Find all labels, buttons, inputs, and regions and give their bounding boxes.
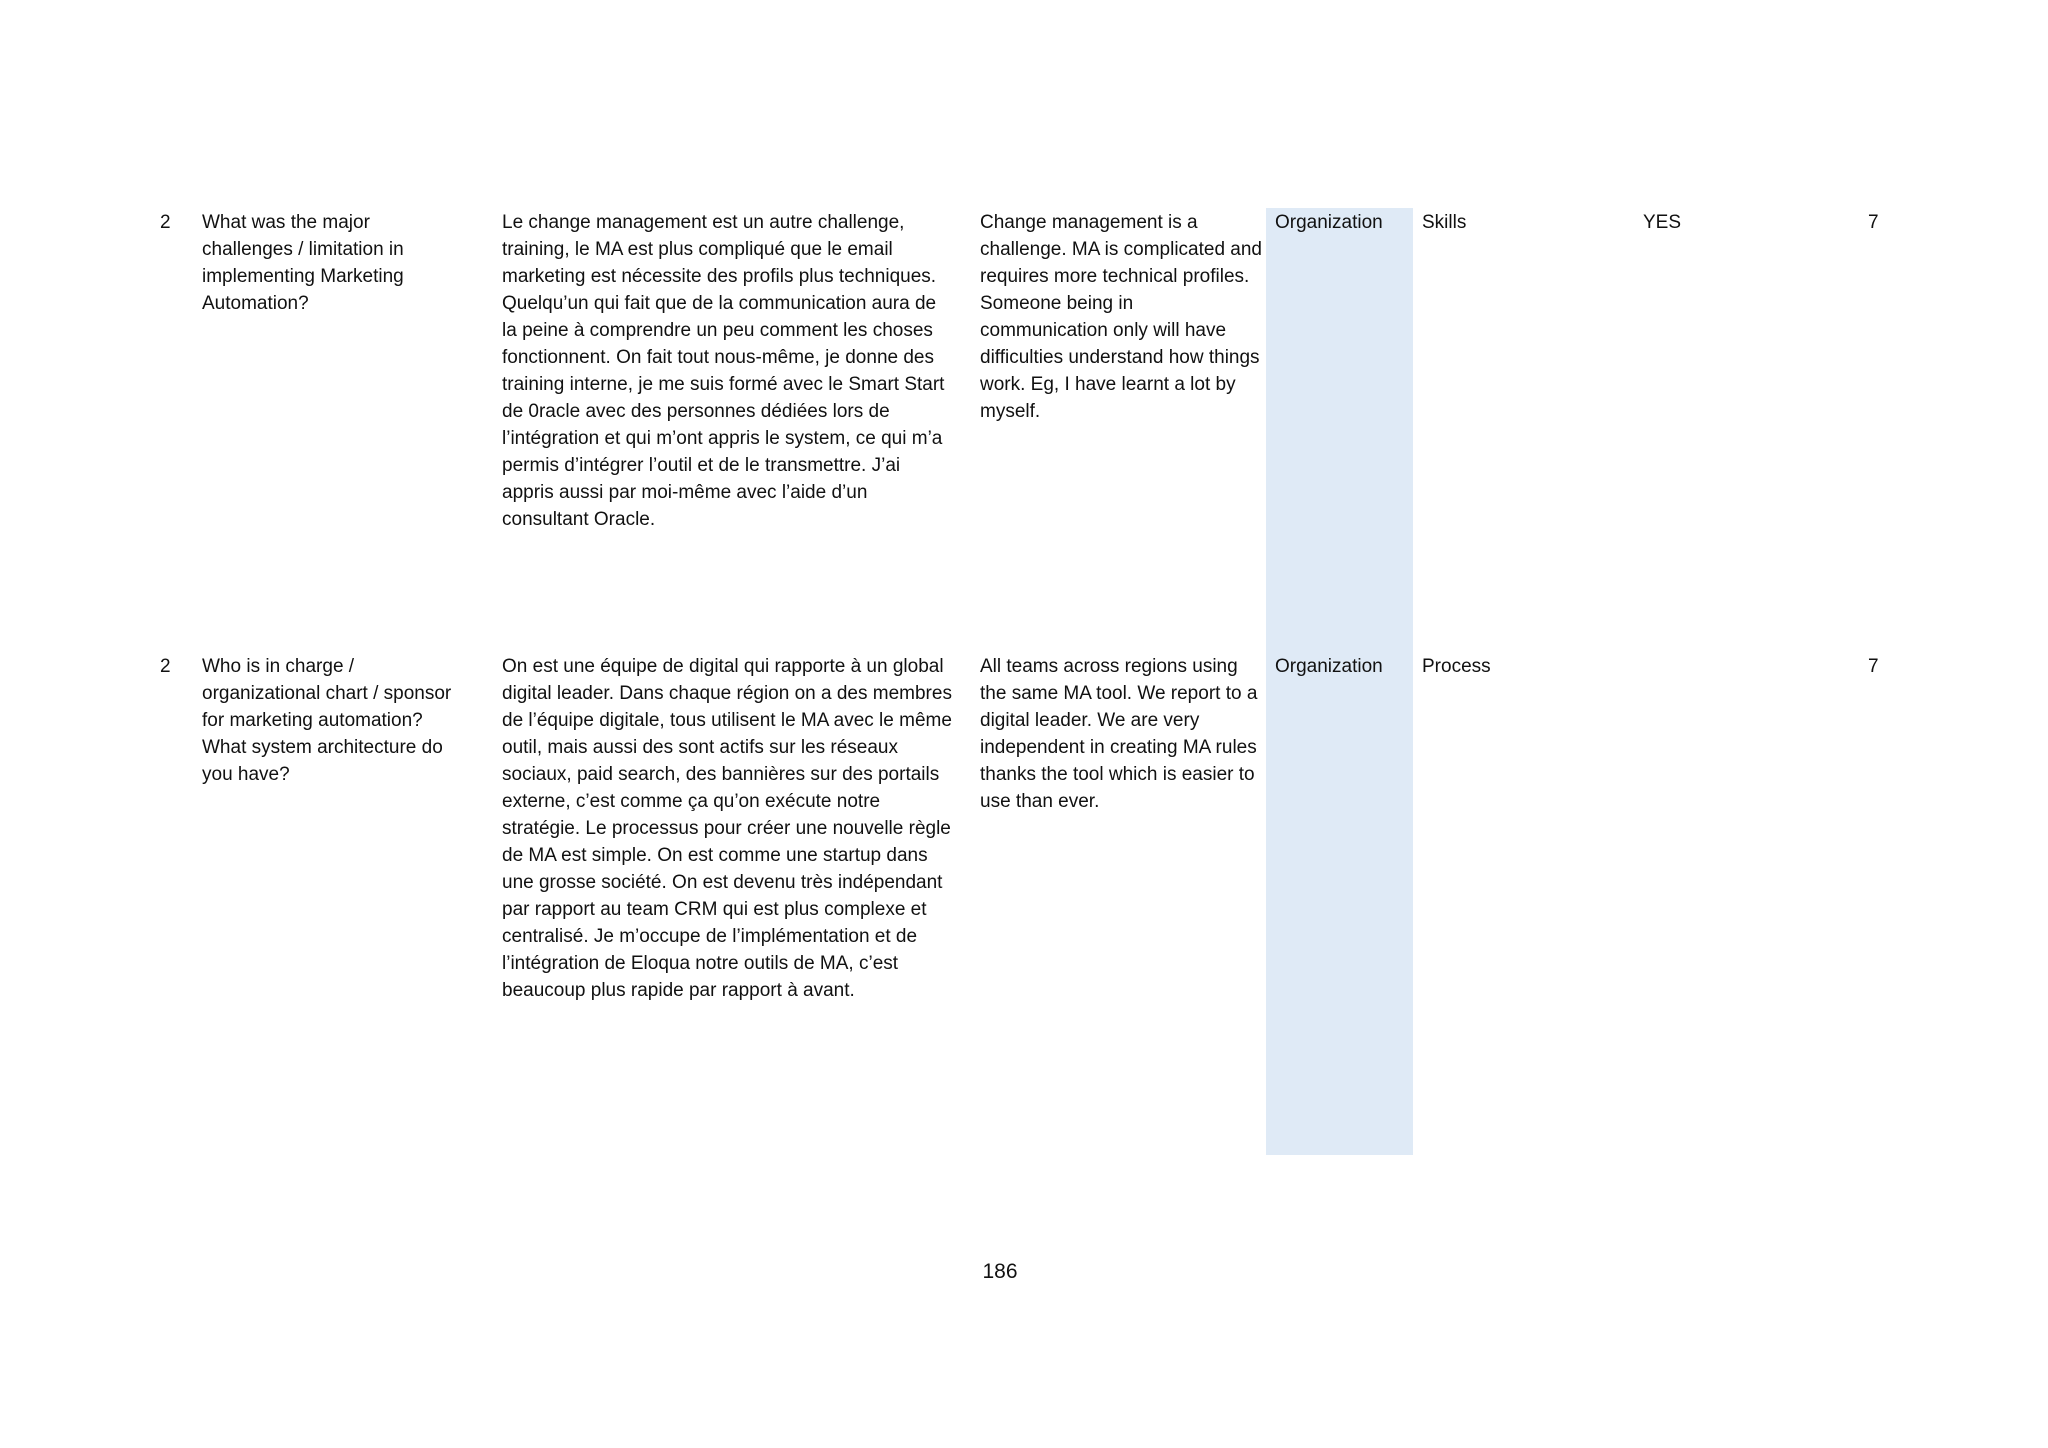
- question-text: What was the major challenges / limitation in implementing Marketing Automation?: [202, 212, 404, 314]
- question-text: Who is in charge / organizational chart / sponsor for marketing automation? What system architecture do you have?: [202, 656, 452, 785]
- score-value: 7: [1868, 656, 1879, 677]
- page-number: 186: [982, 1260, 1018, 1283]
- subcategory-label: Process: [1422, 656, 1491, 677]
- answer-french: Le change management est un autre challenge, training, le MA est plus compliqué que le email marketing est nécessite des profils plus techniques. Quelqu’un qui fait que de la communication aura de la peine à comprendre un peu comment les choses fonctionnent. On fait tout nous-même, je donne des training interne, je me suis formé avec le Smart Start de 0racle avec des personnes dédiées lors de l’intégration et qui m’ont appris le system, ce qui m’a permis d’intégrer l’outil et de le transmettre. J’ai appris aussi par moi-même avec l’aide d’un consultant Oracle.: [502, 212, 945, 530]
- flag-value: YES: [1643, 212, 1682, 233]
- answer-english: Change management is a challenge. MA is complicated and requires more technical profiles. Someone being in communication only will have difficulties understand how things work. Eg, I have learnt a lot by myself.: [980, 212, 1262, 422]
- row-number: 2: [160, 656, 171, 677]
- answer-english: All teams across regions using the same MA tool. We report to a digital leader. We are very independent in creating MA rules thanks the tool which is easier to use than ever.: [980, 656, 1258, 812]
- answer-french: On est une équipe de digital qui rapporte à un global digital leader. Dans chaque région on a des membres de l’équipe digitale, tous utilisent le MA avec le même outil, mais aussi des sont actifs sur les réseaux sociaux, paid search, des bannières sur des portails externe, c’est comme ça qu’on exécute notre stratégie. Le processus pour créer une nouvelle règle de MA est simple. On est comme une startup dans une grosse société. On est devenu très indépendant par rapport au team CRM qui est plus complexe et centralisé. Je m’occupe de l’implémentation et de l’intégration de Eloqua notre outils de MA, c’est beaucoup plus rapide par rapport à avant.: [502, 656, 952, 1001]
- score-value: 7: [1868, 212, 1879, 233]
- subcategory-label: Skills: [1422, 212, 1467, 233]
- category-label: Organization: [1275, 212, 1383, 233]
- row-number: 2: [160, 212, 171, 233]
- category-column-shading: [1266, 208, 1413, 1155]
- category-label: Organization: [1275, 656, 1383, 677]
